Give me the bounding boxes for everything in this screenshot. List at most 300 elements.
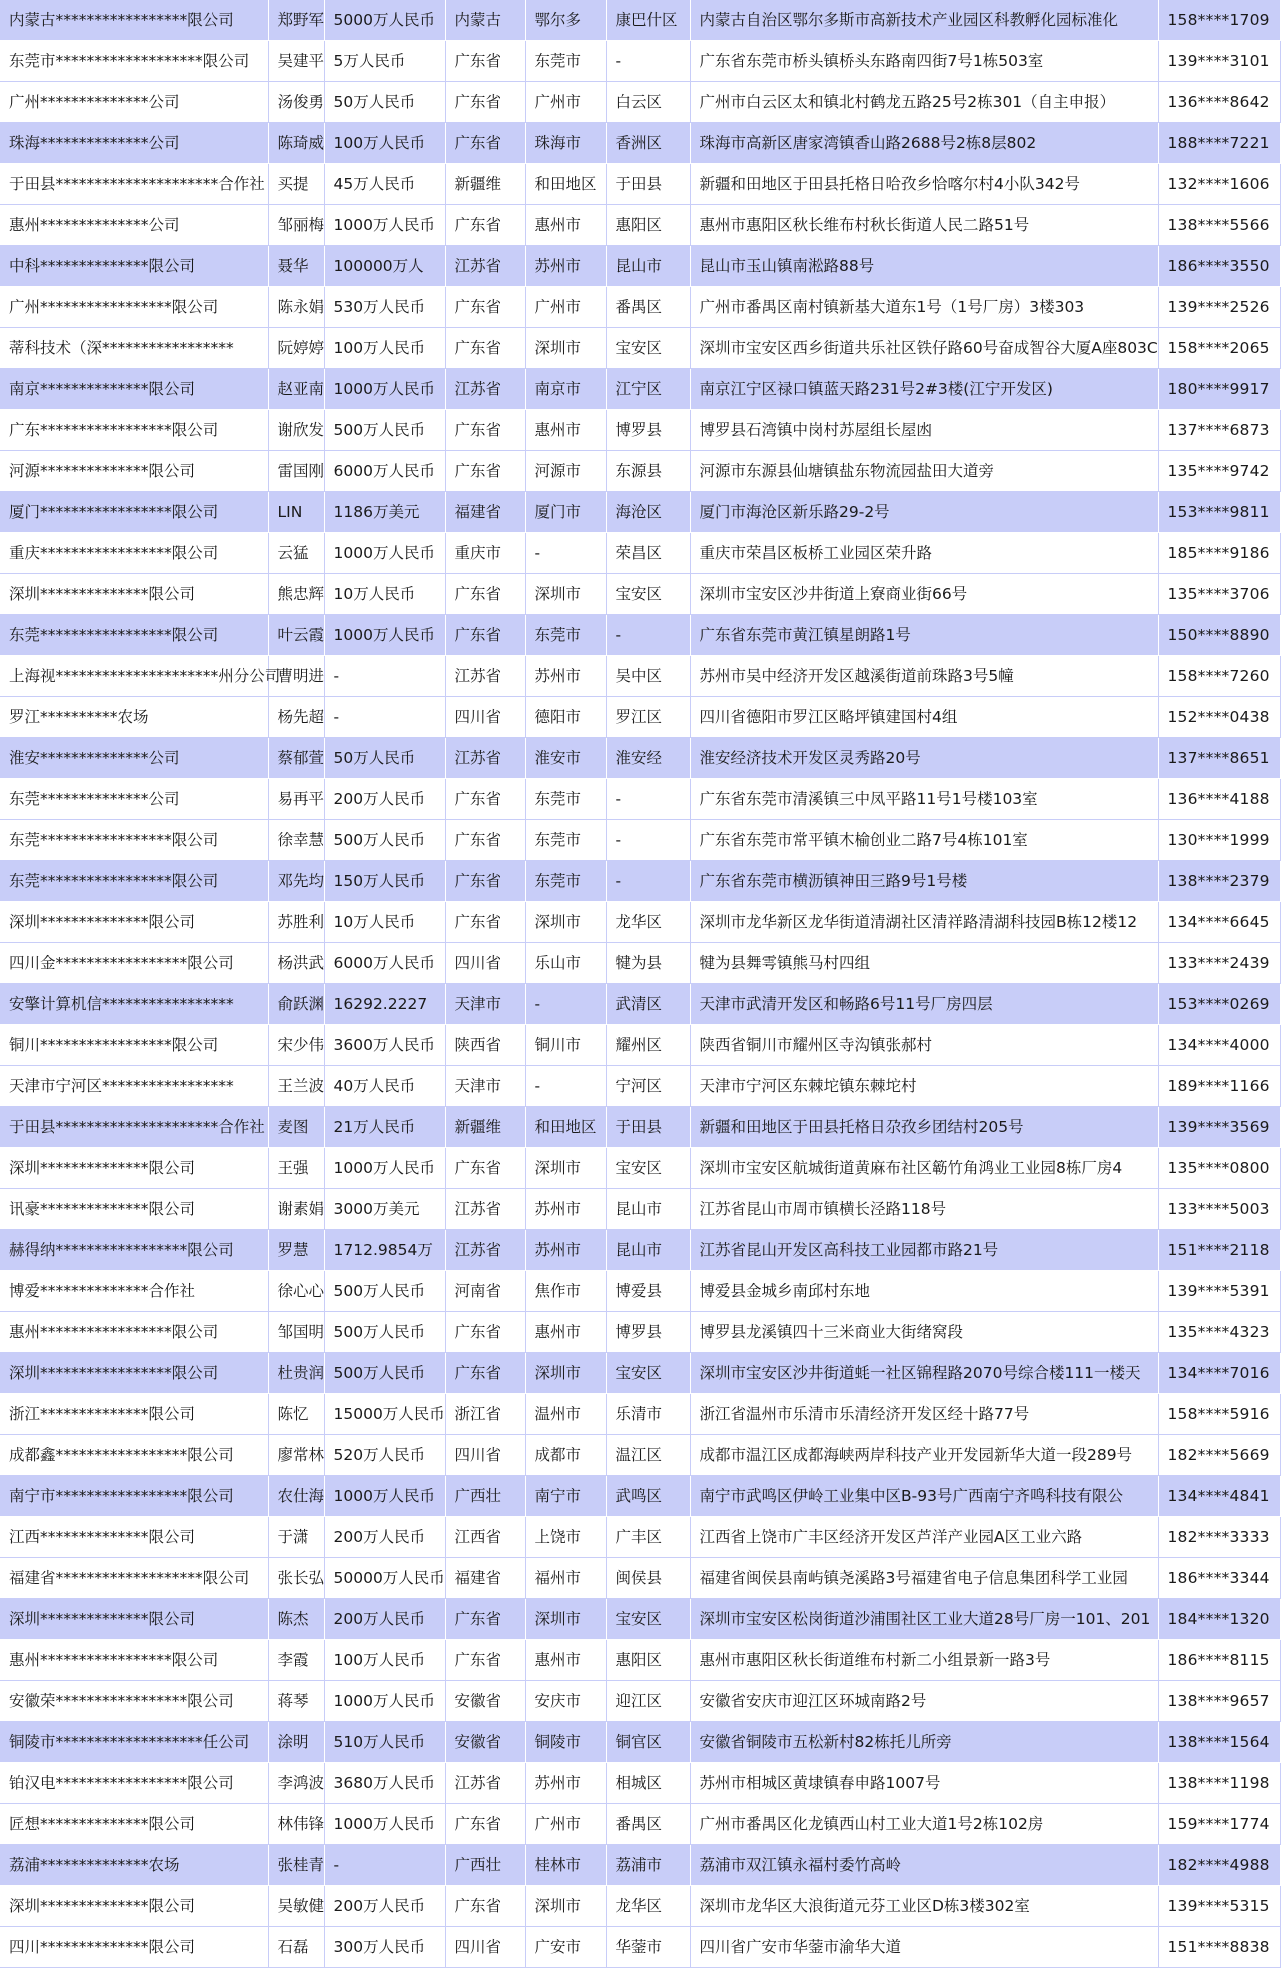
- district-cell[interactable]: 于田县: [606, 164, 690, 205]
- table-row[interactable]: [0, 246, 1280, 287]
- city-cell[interactable]: 惠州市: [525, 205, 606, 246]
- address-cell[interactable]: 博罗县石湾镇中岗村苏屋组长屋凼: [690, 410, 1158, 451]
- city-cell[interactable]: 桂林市: [525, 1845, 606, 1886]
- city-cell[interactable]: 东莞市: [525, 615, 606, 656]
- legal-person-cell[interactable]: 苏胜利: [268, 902, 324, 943]
- district-cell[interactable]: 宝安区: [606, 328, 690, 369]
- province-cell[interactable]: 广东省: [445, 779, 525, 820]
- phone-cell[interactable]: 182****5669: [1158, 1435, 1280, 1476]
- phone-cell[interactable]: 182****4988: [1158, 1845, 1280, 1886]
- company-name-cell[interactable]: 东莞**************公司: [0, 779, 268, 820]
- province-cell[interactable]: 四川省: [445, 943, 525, 984]
- city-cell[interactable]: 苏州市: [525, 1230, 606, 1271]
- phone-cell[interactable]: 139****3101: [1158, 41, 1280, 82]
- address-cell[interactable]: 河源市东源县仙塘镇盐东物流园盐田大道旁: [690, 451, 1158, 492]
- address-cell[interactable]: 福建省闽侯县南屿镇尧溪路3号福建省电子信息集团科学工业园: [690, 1558, 1158, 1599]
- address-cell[interactable]: 淮安经济技术开发区灵秀路20号: [690, 738, 1158, 779]
- registered-capital-cell[interactable]: 1000万人民币: [324, 1681, 445, 1722]
- district-cell[interactable]: 宝安区: [606, 574, 690, 615]
- city-cell[interactable]: 德阳市: [525, 697, 606, 738]
- company-name-cell[interactable]: 南京**************限公司: [0, 369, 268, 410]
- table-row[interactable]: [0, 861, 1280, 902]
- city-cell[interactable]: 成都市: [525, 1435, 606, 1476]
- legal-person-cell[interactable]: 谢素娟: [268, 1189, 324, 1230]
- district-cell[interactable]: -: [606, 820, 690, 861]
- registered-capital-cell[interactable]: 530万人民币: [324, 287, 445, 328]
- company-name-cell[interactable]: 安擎计算机信*****************: [0, 984, 268, 1025]
- legal-person-cell[interactable]: 王强: [268, 1148, 324, 1189]
- registered-capital-cell[interactable]: -: [324, 656, 445, 697]
- table-row[interactable]: [0, 943, 1280, 984]
- phone-cell[interactable]: 139****3569: [1158, 1107, 1280, 1148]
- district-cell[interactable]: 宝安区: [606, 1353, 690, 1394]
- legal-person-cell[interactable]: 杜贵润: [268, 1353, 324, 1394]
- province-cell[interactable]: 新疆维: [445, 164, 525, 205]
- district-cell[interactable]: 惠阳区: [606, 1640, 690, 1681]
- district-cell[interactable]: 惠阳区: [606, 205, 690, 246]
- address-cell[interactable]: 惠州市惠阳区秋长维布村秋长街道人民二路51号: [690, 205, 1158, 246]
- company-name-cell[interactable]: 安徽荣*****************限公司: [0, 1681, 268, 1722]
- district-cell[interactable]: 耀州区: [606, 1025, 690, 1066]
- table-row[interactable]: [0, 287, 1280, 328]
- district-cell[interactable]: 昆山市: [606, 1230, 690, 1271]
- table-row[interactable]: [0, 820, 1280, 861]
- company-name-cell[interactable]: 于田县*********************合作社: [0, 1107, 268, 1148]
- registered-capital-cell[interactable]: 50万人民币: [324, 82, 445, 123]
- legal-person-cell[interactable]: 石磊: [268, 1927, 324, 1968]
- address-cell[interactable]: 厦门市海沧区新乐路29-2号: [690, 492, 1158, 533]
- company-name-cell[interactable]: 广东*****************限公司: [0, 410, 268, 451]
- province-cell[interactable]: 江苏省: [445, 369, 525, 410]
- province-cell[interactable]: 新疆维: [445, 1107, 525, 1148]
- district-cell[interactable]: 博罗县: [606, 410, 690, 451]
- registered-capital-cell[interactable]: 1000万人民币: [324, 205, 445, 246]
- table-row[interactable]: [0, 492, 1280, 533]
- province-cell[interactable]: 广东省: [445, 328, 525, 369]
- city-cell[interactable]: 深圳市: [525, 328, 606, 369]
- city-cell[interactable]: 深圳市: [525, 574, 606, 615]
- city-cell[interactable]: 苏州市: [525, 656, 606, 697]
- registered-capital-cell[interactable]: 5万人民币: [324, 41, 445, 82]
- registered-capital-cell[interactable]: 1712.9854万: [324, 1230, 445, 1271]
- legal-person-cell[interactable]: 俞跃渊: [268, 984, 324, 1025]
- phone-cell[interactable]: 189****1166: [1158, 1066, 1280, 1107]
- legal-person-cell[interactable]: 买提: [268, 164, 324, 205]
- legal-person-cell[interactable]: 谢欣发: [268, 410, 324, 451]
- legal-person-cell[interactable]: 云猛: [268, 533, 324, 574]
- table-row[interactable]: [0, 1435, 1280, 1476]
- registered-capital-cell[interactable]: 3000万美元: [324, 1189, 445, 1230]
- province-cell[interactable]: 陕西省: [445, 1025, 525, 1066]
- province-cell[interactable]: 四川省: [445, 697, 525, 738]
- company-name-cell[interactable]: 荔浦**************农场: [0, 1845, 268, 1886]
- address-cell[interactable]: 广东省东莞市横沥镇神田三路9号1号楼: [690, 861, 1158, 902]
- phone-cell[interactable]: 158****2065: [1158, 328, 1280, 369]
- city-cell[interactable]: 惠州市: [525, 1640, 606, 1681]
- registered-capital-cell[interactable]: 50000万人民币: [324, 1558, 445, 1599]
- city-cell[interactable]: 上饶市: [525, 1517, 606, 1558]
- company-name-cell[interactable]: 深圳**************限公司: [0, 1886, 268, 1927]
- province-cell[interactable]: 四川省: [445, 1927, 525, 1968]
- phone-cell[interactable]: 159****1774: [1158, 1804, 1280, 1845]
- legal-person-cell[interactable]: 王兰波: [268, 1066, 324, 1107]
- table-row[interactable]: [0, 1927, 1280, 1968]
- table-row[interactable]: [0, 328, 1280, 369]
- province-cell[interactable]: 江苏省: [445, 1763, 525, 1804]
- district-cell[interactable]: 白云区: [606, 82, 690, 123]
- registered-capital-cell[interactable]: 1000万人民币: [324, 1804, 445, 1845]
- legal-person-cell[interactable]: 陈忆: [268, 1394, 324, 1435]
- phone-cell[interactable]: 188****7221: [1158, 123, 1280, 164]
- phone-cell[interactable]: 138****2379: [1158, 861, 1280, 902]
- province-cell[interactable]: 安徽省: [445, 1681, 525, 1722]
- province-cell[interactable]: 江苏省: [445, 246, 525, 287]
- company-name-cell[interactable]: 深圳*****************限公司: [0, 1353, 268, 1394]
- city-cell[interactable]: 福州市: [525, 1558, 606, 1599]
- province-cell[interactable]: 广西壮: [445, 1476, 525, 1517]
- registered-capital-cell[interactable]: 1186万美元: [324, 492, 445, 533]
- address-cell[interactable]: 深圳市宝安区松岗街道沙浦围社区工业大道28号厂房一101、201: [690, 1599, 1158, 1640]
- city-cell[interactable]: 乐山市: [525, 943, 606, 984]
- province-cell[interactable]: 浙江省: [445, 1394, 525, 1435]
- legal-person-cell[interactable]: 赵亚南: [268, 369, 324, 410]
- legal-person-cell[interactable]: 陈永娟: [268, 287, 324, 328]
- address-cell[interactable]: 广东省东莞市常平镇木榆创业二路7号4栋101室: [690, 820, 1158, 861]
- district-cell[interactable]: 香洲区: [606, 123, 690, 164]
- registered-capital-cell[interactable]: 500万人民币: [324, 1312, 445, 1353]
- district-cell[interactable]: 铜官区: [606, 1722, 690, 1763]
- district-cell[interactable]: 温江区: [606, 1435, 690, 1476]
- district-cell[interactable]: 番禺区: [606, 1804, 690, 1845]
- province-cell[interactable]: 广东省: [445, 861, 525, 902]
- address-cell[interactable]: 陕西省铜川市耀州区寺沟镇张郝村: [690, 1025, 1158, 1066]
- legal-person-cell[interactable]: 徐心心: [268, 1271, 324, 1312]
- phone-cell[interactable]: 135****4323: [1158, 1312, 1280, 1353]
- phone-cell[interactable]: 134****4000: [1158, 1025, 1280, 1066]
- table-row[interactable]: [0, 1640, 1280, 1681]
- registered-capital-cell[interactable]: 500万人民币: [324, 820, 445, 861]
- phone-cell[interactable]: 153****9811: [1158, 492, 1280, 533]
- address-cell[interactable]: 苏州市相城区黄埭镇春申路1007号: [690, 1763, 1158, 1804]
- phone-cell[interactable]: 158****5916: [1158, 1394, 1280, 1435]
- address-cell[interactable]: 江苏省昆山市周市镇横长泾路118号: [690, 1189, 1158, 1230]
- district-cell[interactable]: 乐清市: [606, 1394, 690, 1435]
- company-name-cell[interactable]: 福建省*******************限公司: [0, 1558, 268, 1599]
- address-cell[interactable]: 荔浦市双江镇永福村委竹高岭: [690, 1845, 1158, 1886]
- address-cell[interactable]: 博爱县金城乡南邱村东地: [690, 1271, 1158, 1312]
- registered-capital-cell[interactable]: 150万人民币: [324, 861, 445, 902]
- province-cell[interactable]: 重庆市: [445, 533, 525, 574]
- company-name-cell[interactable]: 惠州**************公司: [0, 205, 268, 246]
- district-cell[interactable]: 宁河区: [606, 1066, 690, 1107]
- table-row[interactable]: [0, 164, 1280, 205]
- address-cell[interactable]: 广州市白云区太和镇北村鹤龙五路25号2栋301（自主申报）: [690, 82, 1158, 123]
- city-cell[interactable]: 广州市: [525, 287, 606, 328]
- province-cell[interactable]: 四川省: [445, 1435, 525, 1476]
- legal-person-cell[interactable]: 蔡郁萱: [268, 738, 324, 779]
- legal-person-cell[interactable]: 熊忠辉: [268, 574, 324, 615]
- city-cell[interactable]: 东莞市: [525, 779, 606, 820]
- phone-cell[interactable]: 158****1709: [1158, 0, 1280, 41]
- phone-cell[interactable]: 186****3344: [1158, 1558, 1280, 1599]
- city-cell[interactable]: 珠海市: [525, 123, 606, 164]
- phone-cell[interactable]: 136****8642: [1158, 82, 1280, 123]
- registered-capital-cell[interactable]: 40万人民币: [324, 1066, 445, 1107]
- province-cell[interactable]: 广东省: [445, 410, 525, 451]
- table-row[interactable]: [0, 615, 1280, 656]
- company-name-cell[interactable]: 南宁市*****************限公司: [0, 1476, 268, 1517]
- district-cell[interactable]: 犍为县: [606, 943, 690, 984]
- province-cell[interactable]: 广东省: [445, 902, 525, 943]
- legal-person-cell[interactable]: 郑野军: [268, 0, 324, 41]
- registered-capital-cell[interactable]: 100万人民币: [324, 1640, 445, 1681]
- district-cell[interactable]: -: [606, 41, 690, 82]
- phone-cell[interactable]: 133****2439: [1158, 943, 1280, 984]
- company-name-cell[interactable]: 深圳**************限公司: [0, 574, 268, 615]
- legal-person-cell[interactable]: 李霞: [268, 1640, 324, 1681]
- province-cell[interactable]: 广东省: [445, 1804, 525, 1845]
- address-cell[interactable]: 新疆和田地区于田县托格日尕孜乡团结村205号: [690, 1107, 1158, 1148]
- legal-person-cell[interactable]: 邹丽梅: [268, 205, 324, 246]
- legal-person-cell[interactable]: 杨洪武: [268, 943, 324, 984]
- city-cell[interactable]: 和田地区: [525, 1107, 606, 1148]
- city-cell[interactable]: 铜陵市: [525, 1722, 606, 1763]
- registered-capital-cell[interactable]: 3600万人民币: [324, 1025, 445, 1066]
- address-cell[interactable]: 惠州市惠阳区秋长街道维布村新二小组景新一路3号: [690, 1640, 1158, 1681]
- phone-cell[interactable]: 186****3550: [1158, 246, 1280, 287]
- city-cell[interactable]: 深圳市: [525, 1886, 606, 1927]
- province-cell[interactable]: 江苏省: [445, 1189, 525, 1230]
- city-cell[interactable]: 南宁市: [525, 1476, 606, 1517]
- phone-cell[interactable]: 184****1320: [1158, 1599, 1280, 1640]
- registered-capital-cell[interactable]: 45万人民币: [324, 164, 445, 205]
- phone-cell[interactable]: 152****0438: [1158, 697, 1280, 738]
- address-cell[interactable]: 新疆和田地区于田县托格日哈孜乡恰喀尔村4小队342号: [690, 164, 1158, 205]
- city-cell[interactable]: 厦门市: [525, 492, 606, 533]
- city-cell[interactable]: 广安市: [525, 1927, 606, 1968]
- province-cell[interactable]: 河南省: [445, 1271, 525, 1312]
- district-cell[interactable]: 昆山市: [606, 246, 690, 287]
- company-name-cell[interactable]: 赫得纳*****************限公司: [0, 1230, 268, 1271]
- table-row[interactable]: [0, 205, 1280, 246]
- legal-person-cell[interactable]: 吴建平: [268, 41, 324, 82]
- registered-capital-cell[interactable]: 16292.2227: [324, 984, 445, 1025]
- table-row[interactable]: [0, 902, 1280, 943]
- table-row[interactable]: [0, 1189, 1280, 1230]
- province-cell[interactable]: 广东省: [445, 287, 525, 328]
- registered-capital-cell[interactable]: 500万人民币: [324, 410, 445, 451]
- table-row[interactable]: [0, 1066, 1280, 1107]
- province-cell[interactable]: 广东省: [445, 82, 525, 123]
- phone-cell[interactable]: 134****4841: [1158, 1476, 1280, 1517]
- company-name-cell[interactable]: 铜川*****************限公司: [0, 1025, 268, 1066]
- table-row[interactable]: [0, 656, 1280, 697]
- legal-person-cell[interactable]: 蒋琴: [268, 1681, 324, 1722]
- table-row[interactable]: [0, 1804, 1280, 1845]
- address-cell[interactable]: 内蒙古自治区鄂尔多斯市高新技术产业园区科教孵化园标准化: [690, 0, 1158, 41]
- district-cell[interactable]: 迎江区: [606, 1681, 690, 1722]
- registered-capital-cell[interactable]: 1000万人民币: [324, 533, 445, 574]
- address-cell[interactable]: 浙江省温州市乐清市乐清经济开发区经十路77号: [690, 1394, 1158, 1435]
- registered-capital-cell[interactable]: -: [324, 1845, 445, 1886]
- legal-person-cell[interactable]: 于潇: [268, 1517, 324, 1558]
- address-cell[interactable]: 深圳市宝安区沙井街道蚝一社区锦程路2070号综合楼111一楼天: [690, 1353, 1158, 1394]
- company-name-cell[interactable]: 天津市宁河区*****************: [0, 1066, 268, 1107]
- company-name-cell[interactable]: 铂汉电*****************限公司: [0, 1763, 268, 1804]
- registered-capital-cell[interactable]: 3680万人民币: [324, 1763, 445, 1804]
- legal-person-cell[interactable]: 易再平: [268, 779, 324, 820]
- address-cell[interactable]: 广东省东莞市黄江镇星朗路1号: [690, 615, 1158, 656]
- province-cell[interactable]: 安徽省: [445, 1722, 525, 1763]
- legal-person-cell[interactable]: 叶云霞: [268, 615, 324, 656]
- legal-person-cell[interactable]: 雷国刚: [268, 451, 324, 492]
- legal-person-cell[interactable]: 张桂青: [268, 1845, 324, 1886]
- table-row[interactable]: [0, 369, 1280, 410]
- company-name-cell[interactable]: 珠海**************公司: [0, 123, 268, 164]
- registered-capital-cell[interactable]: 6000万人民币: [324, 943, 445, 984]
- address-cell[interactable]: 天津市宁河区东棘坨镇东棘坨村: [690, 1066, 1158, 1107]
- legal-person-cell[interactable]: 汤俊勇: [268, 82, 324, 123]
- table-row[interactable]: [0, 82, 1280, 123]
- city-cell[interactable]: 安庆市: [525, 1681, 606, 1722]
- district-cell[interactable]: 昆山市: [606, 1189, 690, 1230]
- province-cell[interactable]: 天津市: [445, 984, 525, 1025]
- city-cell[interactable]: 鄂尔多: [525, 0, 606, 41]
- province-cell[interactable]: 广东省: [445, 205, 525, 246]
- table-row[interactable]: [0, 1025, 1280, 1066]
- province-cell[interactable]: 广东省: [445, 41, 525, 82]
- company-name-cell[interactable]: 匠想**************限公司: [0, 1804, 268, 1845]
- legal-person-cell[interactable]: 林伟锋: [268, 1804, 324, 1845]
- company-name-cell[interactable]: 河源**************限公司: [0, 451, 268, 492]
- table-row[interactable]: [0, 697, 1280, 738]
- registered-capital-cell[interactable]: 1000万人民币: [324, 1476, 445, 1517]
- company-name-cell[interactable]: 成都鑫*****************限公司: [0, 1435, 268, 1476]
- province-cell[interactable]: 广东省: [445, 615, 525, 656]
- district-cell[interactable]: 武清区: [606, 984, 690, 1025]
- district-cell[interactable]: 闽侯县: [606, 1558, 690, 1599]
- province-cell[interactable]: 江苏省: [445, 656, 525, 697]
- phone-cell[interactable]: 151****8838: [1158, 1927, 1280, 1968]
- legal-person-cell[interactable]: 罗慧: [268, 1230, 324, 1271]
- district-cell[interactable]: 淮安经: [606, 738, 690, 779]
- address-cell[interactable]: 博罗县龙溪镇四十三米商业大街绪窝段: [690, 1312, 1158, 1353]
- table-row[interactable]: [0, 1599, 1280, 1640]
- district-cell[interactable]: 吴中区: [606, 656, 690, 697]
- address-cell[interactable]: 深圳市宝安区西乡街道共乐社区铁仔路60号奋成智谷大厦A座803C: [690, 328, 1158, 369]
- table-row[interactable]: [0, 1722, 1280, 1763]
- legal-person-cell[interactable]: 陈杰: [268, 1599, 324, 1640]
- registered-capital-cell[interactable]: 510万人民币: [324, 1722, 445, 1763]
- address-cell[interactable]: 四川省广安市华蓥市渝华大道: [690, 1927, 1158, 1968]
- company-name-cell[interactable]: 中科**************限公司: [0, 246, 268, 287]
- city-cell[interactable]: 铜川市: [525, 1025, 606, 1066]
- table-row[interactable]: [0, 1230, 1280, 1271]
- registered-capital-cell[interactable]: 100万人民币: [324, 328, 445, 369]
- table-row[interactable]: [0, 574, 1280, 615]
- legal-person-cell[interactable]: 徐幸慧: [268, 820, 324, 861]
- district-cell[interactable]: 荣昌区: [606, 533, 690, 574]
- registered-capital-cell[interactable]: 200万人民币: [324, 1886, 445, 1927]
- address-cell[interactable]: 天津市武清开发区和畅路6号11号厂房四层: [690, 984, 1158, 1025]
- legal-person-cell[interactable]: LIN: [268, 492, 324, 533]
- registered-capital-cell[interactable]: 1000万人民币: [324, 1148, 445, 1189]
- city-cell[interactable]: -: [525, 533, 606, 574]
- registered-capital-cell[interactable]: -: [324, 697, 445, 738]
- district-cell[interactable]: 相城区: [606, 1763, 690, 1804]
- company-name-cell[interactable]: 上海视*********************州分公司: [0, 656, 268, 697]
- company-name-cell[interactable]: 淮安**************公司: [0, 738, 268, 779]
- province-cell[interactable]: 江苏省: [445, 1230, 525, 1271]
- registered-capital-cell[interactable]: 300万人民币: [324, 1927, 445, 1968]
- table-row[interactable]: [0, 1148, 1280, 1189]
- phone-cell[interactable]: 158****7260: [1158, 656, 1280, 697]
- province-cell[interactable]: 广东省: [445, 1353, 525, 1394]
- table-row[interactable]: [0, 1353, 1280, 1394]
- city-cell[interactable]: 苏州市: [525, 1189, 606, 1230]
- registered-capital-cell[interactable]: 500万人民币: [324, 1353, 445, 1394]
- company-name-cell[interactable]: 江西**************限公司: [0, 1517, 268, 1558]
- table-row[interactable]: [0, 1517, 1280, 1558]
- company-name-cell[interactable]: 惠州*****************限公司: [0, 1640, 268, 1681]
- legal-person-cell[interactable]: 廖常林: [268, 1435, 324, 1476]
- legal-person-cell[interactable]: 阮婷婷: [268, 328, 324, 369]
- address-cell[interactable]: 安徽省安庆市迎江区环城南路2号: [690, 1681, 1158, 1722]
- registered-capital-cell[interactable]: 5000万人民币: [324, 0, 445, 41]
- district-cell[interactable]: 博爱县: [606, 1271, 690, 1312]
- legal-person-cell[interactable]: 陈琦威: [268, 123, 324, 164]
- registered-capital-cell[interactable]: 15000万人民币: [324, 1394, 445, 1435]
- address-cell[interactable]: 南宁市武鸣区伊岭工业集中区B-93号广西南宁齐鸣科技有限公: [690, 1476, 1158, 1517]
- address-cell[interactable]: 四川省德阳市罗江区略坪镇建国村4组: [690, 697, 1158, 738]
- registered-capital-cell[interactable]: 520万人民币: [324, 1435, 445, 1476]
- district-cell[interactable]: 华蓥市: [606, 1927, 690, 1968]
- company-name-cell[interactable]: 广州*****************限公司: [0, 287, 268, 328]
- legal-person-cell[interactable]: 涂明: [268, 1722, 324, 1763]
- company-name-cell[interactable]: 于田县*********************合作社: [0, 164, 268, 205]
- table-row[interactable]: [0, 41, 1280, 82]
- province-cell[interactable]: 江苏省: [445, 738, 525, 779]
- phone-cell[interactable]: 185****9186: [1158, 533, 1280, 574]
- district-cell[interactable]: 东源县: [606, 451, 690, 492]
- registered-capital-cell[interactable]: 1000万人民币: [324, 615, 445, 656]
- city-cell[interactable]: 深圳市: [525, 1599, 606, 1640]
- table-row[interactable]: [0, 410, 1280, 451]
- table-row[interactable]: [0, 1476, 1280, 1517]
- registered-capital-cell[interactable]: 100万人民币: [324, 123, 445, 164]
- table-row[interactable]: [0, 1271, 1280, 1312]
- address-cell[interactable]: 广州市番禺区化龙镇西山村工业大道1号2栋102房: [690, 1804, 1158, 1845]
- province-cell[interactable]: 天津市: [445, 1066, 525, 1107]
- province-cell[interactable]: 江西省: [445, 1517, 525, 1558]
- phone-cell[interactable]: 139****5391: [1158, 1271, 1280, 1312]
- city-cell[interactable]: 苏州市: [525, 1763, 606, 1804]
- district-cell[interactable]: 武鸣区: [606, 1476, 690, 1517]
- city-cell[interactable]: 焦作市: [525, 1271, 606, 1312]
- registered-capital-cell[interactable]: 6000万人民币: [324, 451, 445, 492]
- table-row[interactable]: [0, 1763, 1280, 1804]
- registered-capital-cell[interactable]: 200万人民币: [324, 1517, 445, 1558]
- legal-person-cell[interactable]: 宋少伟: [268, 1025, 324, 1066]
- company-name-cell[interactable]: 重庆*****************限公司: [0, 533, 268, 574]
- table-row[interactable]: [0, 123, 1280, 164]
- address-cell[interactable]: 深圳市宝安区沙井街道上寮商业街66号: [690, 574, 1158, 615]
- province-cell[interactable]: 广东省: [445, 451, 525, 492]
- district-cell[interactable]: 罗江区: [606, 697, 690, 738]
- phone-cell[interactable]: 138****1198: [1158, 1763, 1280, 1804]
- province-cell[interactable]: 广东省: [445, 1148, 525, 1189]
- address-cell[interactable]: 广州市番禺区南村镇新基大道东1号（1号厂房）3楼303: [690, 287, 1158, 328]
